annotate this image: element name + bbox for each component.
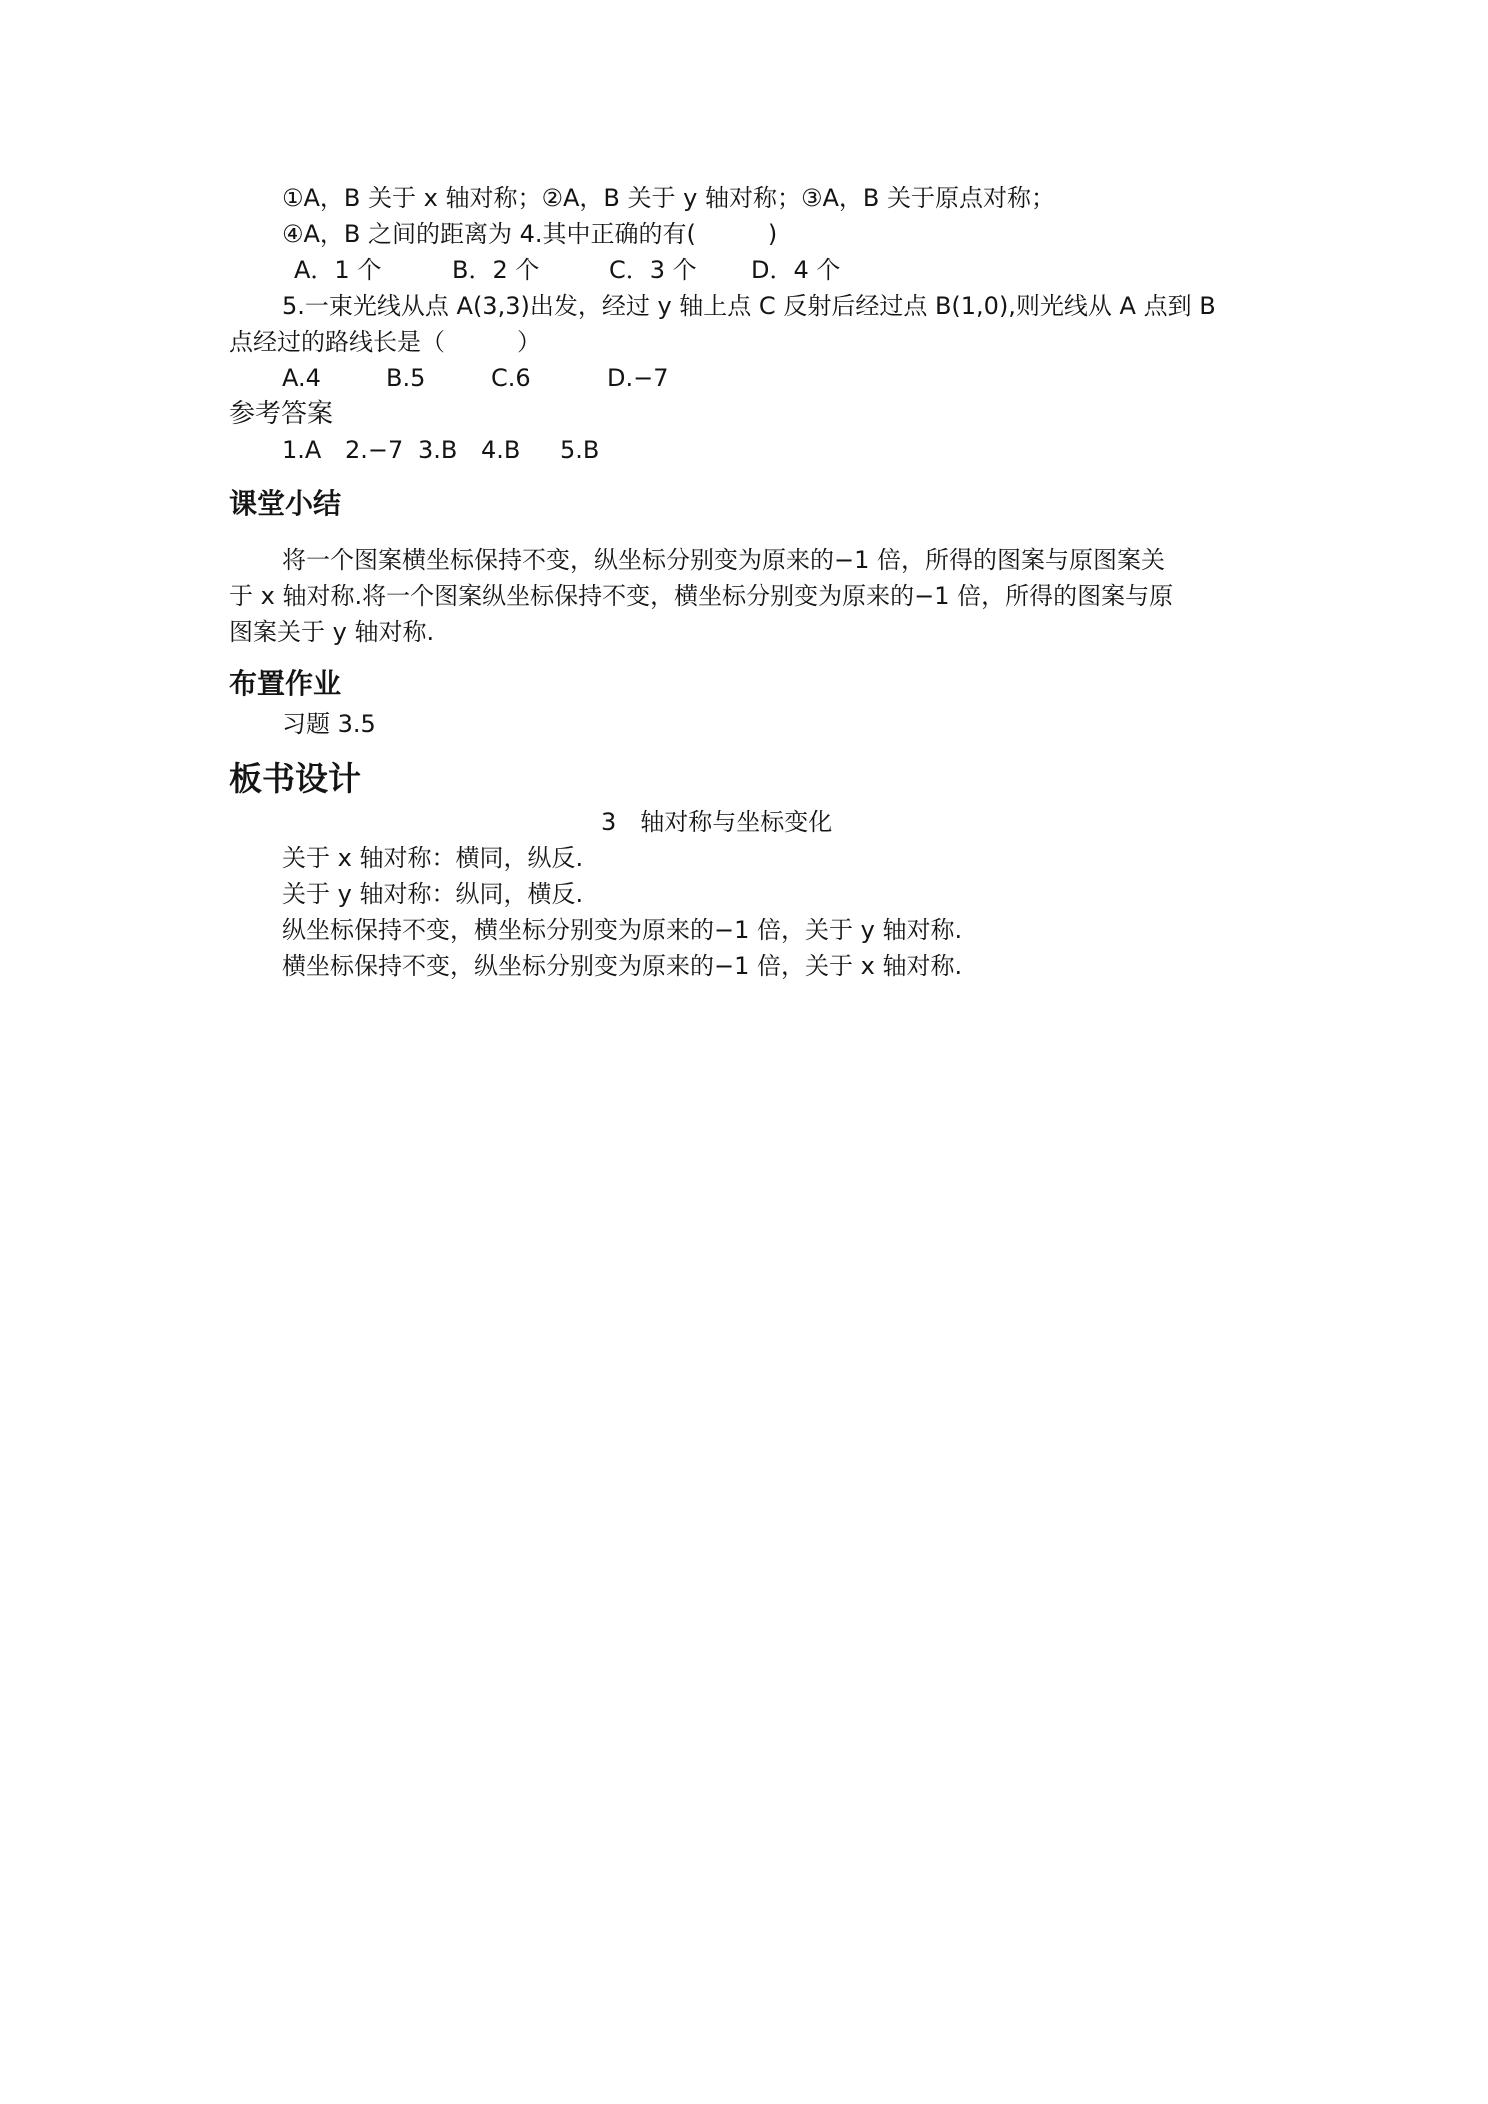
q5-statement-line-1: 5.一束光线从点 A(3,3)出发，经过 y 轴上点 C 反射后经过点 B(1,0),则光线从 A 点到 B [282, 292, 1216, 320]
summary-line-1: 将一个图案横坐标保持不变，纵坐标分别变为原来的−1 倍，所得的图案与原图案关 [282, 546, 1166, 574]
board-design-line-3: 纵坐标保持不变，横坐标分别变为原来的−1 倍，关于 y 轴对称. [282, 916, 963, 944]
summary-line-2: 于 x 轴对称.将一个图案纵坐标保持不变，横坐标分别变为原来的−1 倍，所得的图案与原 [229, 582, 1174, 610]
answer-1: 1.A [282, 436, 322, 464]
q5-options [0, 360, 1488, 396]
summary-heading: 课堂小结 [229, 487, 342, 520]
board-design-line-1: 关于 x 轴对称：横同，纵反. [282, 844, 584, 872]
q5-option-b: B.5 [386, 364, 426, 392]
q5-option-d: D.−7 [607, 364, 669, 392]
answer-5: 5.B [560, 436, 600, 464]
board-design-line-2: 关于 y 轴对称：纵同，横反. [282, 880, 584, 908]
board-design-line-4: 横坐标保持不变，纵坐标分别变为原来的−1 倍，关于 x 轴对称. [282, 952, 963, 980]
answer-2: 2.−7 [345, 436, 404, 464]
q4-statement-line-2: ④A，B 之间的距离为 4.其中正确的有( ) [282, 220, 778, 248]
homework-text: 习题 3.5 [282, 710, 376, 738]
board-design-heading: 板书设计 [229, 759, 361, 798]
q4-option-b: B．2 个 [452, 256, 540, 284]
summary-line-3: 图案关于 y 轴对称. [229, 618, 435, 646]
answers-list [0, 432, 1488, 468]
q5-option-c: C.6 [491, 364, 531, 392]
answer-4: 4.B [481, 436, 521, 464]
q4-option-a: A．1 个 [294, 256, 382, 284]
q4-option-c: C．3 个 [609, 256, 697, 284]
q4-option-d: D．4 个 [751, 256, 841, 284]
q5-option-a: A.4 [282, 364, 321, 392]
board-design-title: 3 轴对称与坐标变化 [601, 808, 833, 836]
q4-statement-line-1: ①A，B 关于 x 轴对称；②A，B 关于 y 轴对称；③A，B 关于原点对称； [282, 184, 1056, 212]
homework-heading: 布置作业 [229, 667, 342, 700]
q4-options [0, 252, 1488, 288]
q5-statement-line-2: 点经过的路线长是（ ） [229, 328, 541, 356]
answer-3: 3.B [418, 436, 458, 464]
answers-heading: 参考答案 [229, 399, 334, 429]
